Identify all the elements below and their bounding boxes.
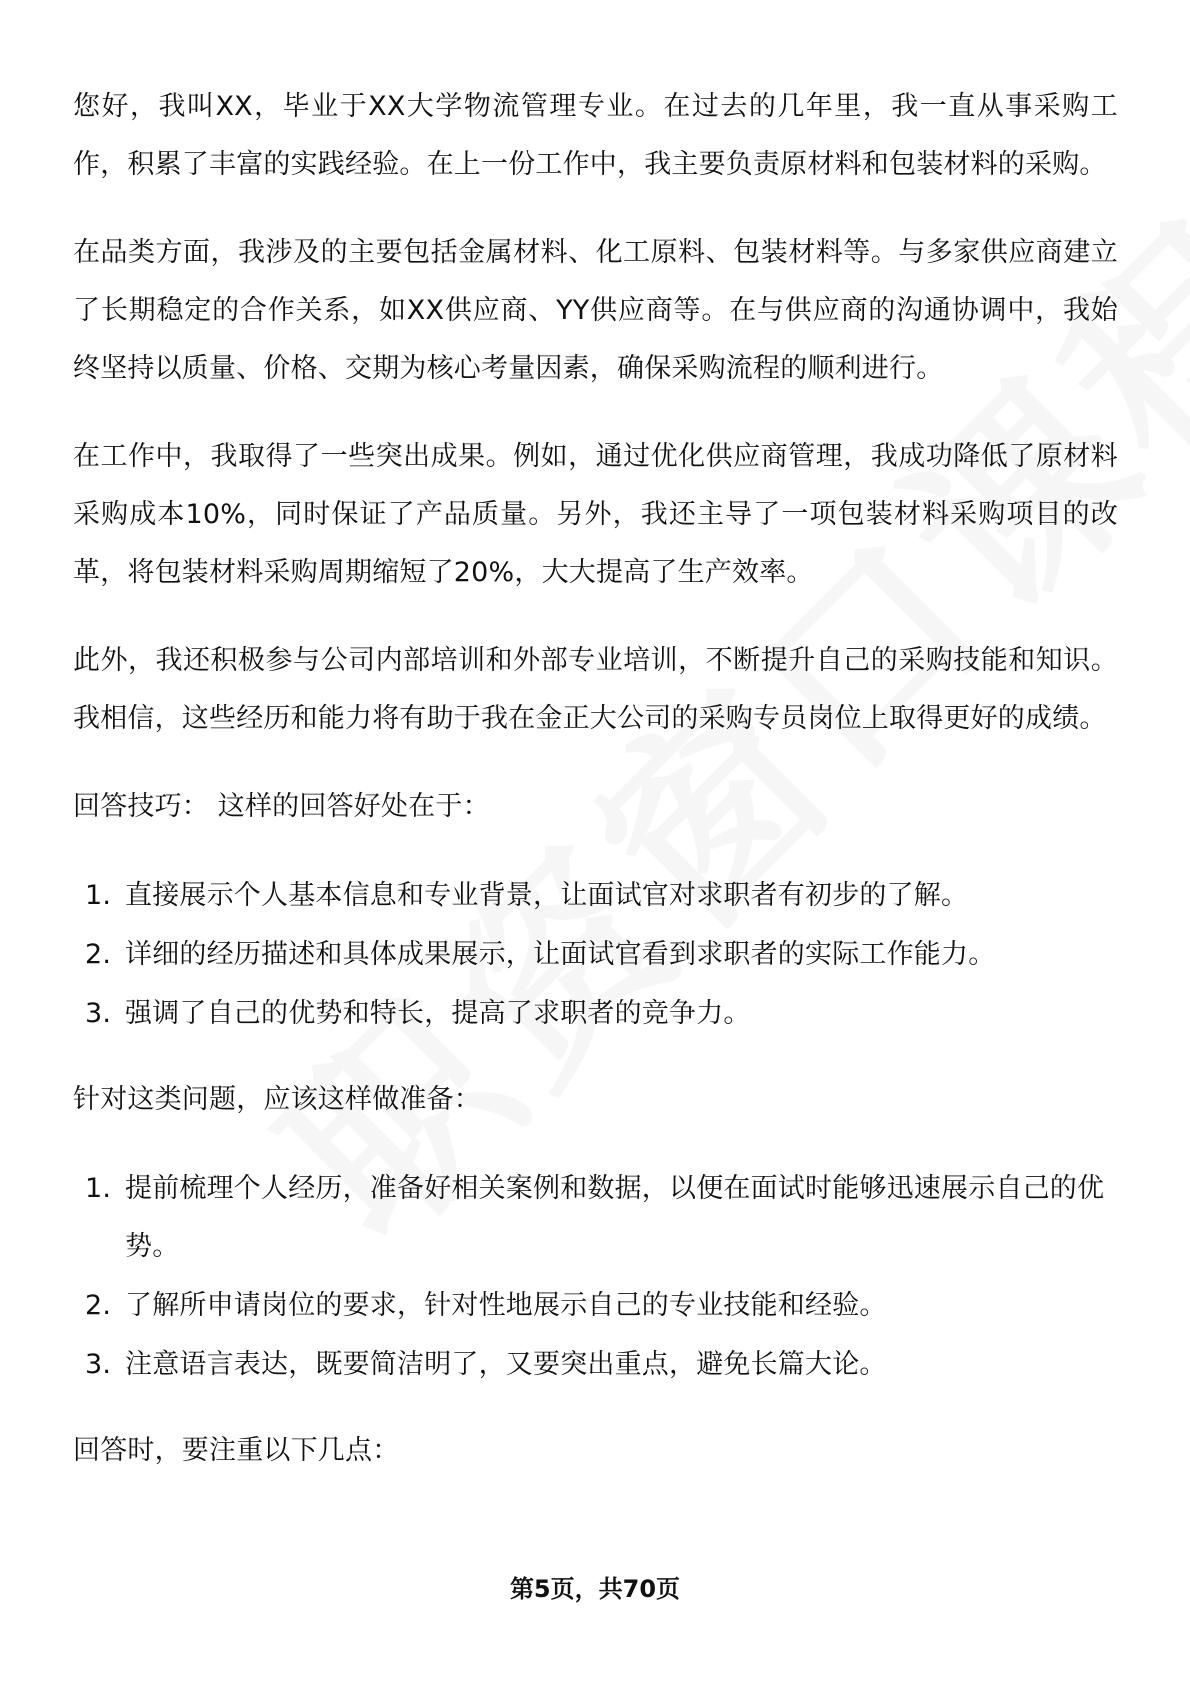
tips-heading: 回答技巧： 这样的回答好处在于： bbox=[73, 791, 490, 822]
list-number: 2. bbox=[85, 1290, 112, 1321]
prep-heading: 针对这类问题，应该这样做准备： bbox=[73, 1084, 481, 1115]
list-number: 2. bbox=[85, 939, 112, 970]
list-number: 3. bbox=[85, 1349, 112, 1380]
list-number: 1. bbox=[85, 1173, 112, 1204]
list-item-text: 详细的经历描述和具体成果展示，让面试官看到求职者的实际工作能力。 bbox=[125, 939, 996, 970]
page-number: 第5页，共70页 bbox=[509, 1575, 681, 1603]
list-item-text: 强调了自己的优势和特长，提高了求职者的竞争力。 bbox=[125, 998, 751, 1029]
list-item bbox=[73, 1277, 1118, 1335]
list-item bbox=[73, 926, 1118, 984]
page-body bbox=[73, 78, 1118, 1511]
list-number: 1. bbox=[85, 880, 112, 911]
list-item-text: 提前梳理个人经历，准备好相关案例和数据，以便在面试时能够迅速展示自己的优势。 bbox=[125, 1173, 1105, 1262]
achievement-paragraph: 在工作中，我取得了一些突出成果。例如，通过优化供应商管理，我成功降低了原材料采购成本10%，同时保证了产品质量。另外，我还主导了一项包装材料采购项目的改革，将包装材料采购周期缩短了20%，大大提高了生产效率。 bbox=[73, 441, 1118, 588]
intro-paragraph: 您好，我叫XX，毕业于XX大学物流管理专业。在过去的几年里，我一直从事采购工作，积累了丰富的实践经验。在上一份工作中，我主要负责原材料和包装材料的采购。 bbox=[73, 91, 1118, 180]
category-paragraph: 在品类方面，我涉及的主要包括金属材料、化工原料、包装材料等。与多家供应商建立了长期稳定的合作关系，如XX供应商、YY供应商等。在与供应商的沟通协调中，我始终坚持以质量、价格、交期为核心考量因素，确保采购流程的顺利进行。 bbox=[73, 237, 1118, 384]
tips-list bbox=[73, 867, 1118, 1043]
list-number: 3. bbox=[85, 998, 112, 1029]
list-item-text: 直接展示个人基本信息和专业背景，让面试官对求职者有初步的了解。 bbox=[125, 880, 969, 911]
list-item bbox=[73, 985, 1118, 1043]
list-item-text: 注意语言表达，既要简洁明了，又要突出重点，避免长篇大论。 bbox=[125, 1349, 887, 1380]
training-paragraph: 此外，我还积极参与公司内部培训和外部专业培训，不断提升自己的采购技能和知识。我相信，这些经历和能力将有助于我在金正大公司的采购专员岗位上取得更好的成绩。 bbox=[73, 645, 1118, 734]
list-item bbox=[73, 1336, 1118, 1394]
list-item-text: 了解所申请岗位的要求，针对性地展示自己的专业技能和经验。 bbox=[125, 1290, 887, 1321]
list-item bbox=[73, 867, 1118, 925]
prep-list bbox=[73, 1160, 1118, 1394]
list-item bbox=[73, 1160, 1118, 1276]
closing-heading: 回答时，要注重以下几点： bbox=[73, 1435, 400, 1466]
